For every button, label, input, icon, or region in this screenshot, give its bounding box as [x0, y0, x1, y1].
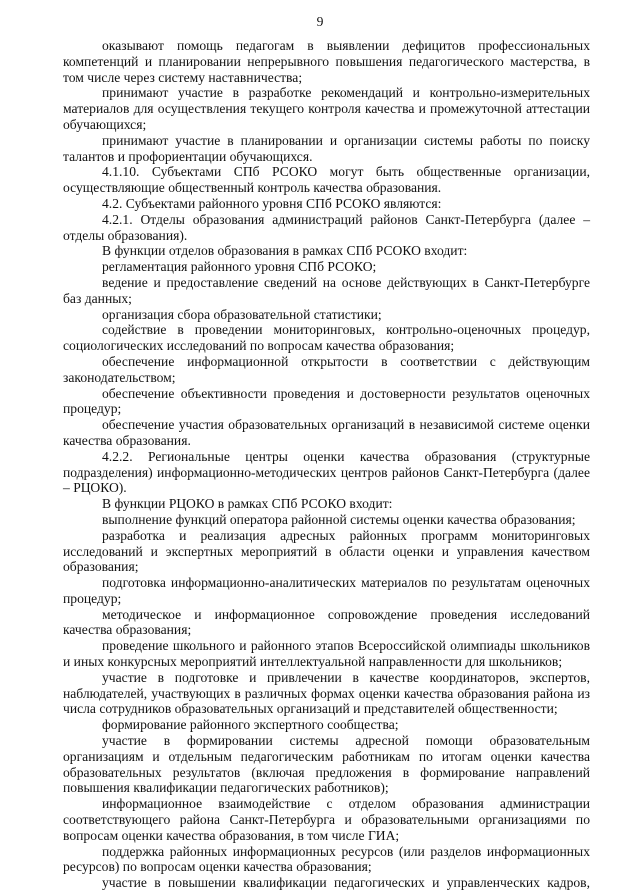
paragraph: поддержка районных информационных ресурсов (или разделов информационных ресурсов) по вопросам оценки качества образования;	[63, 843, 590, 875]
paragraph: методическое и информационное сопровождение проведения исследований качества образования;	[63, 606, 590, 638]
paragraph: 4.2.2. Региональные центры оценки качества образования (структурные подразделения) информационно-методических центров районов Санкт-Петербурга (далее – РЦОКО).	[63, 448, 590, 496]
paragraph: содействие в проведении мониторинговых, контрольно-оценочных процедур, социологических исследований по вопросам качества образования;	[63, 322, 590, 354]
paragraph: формирование районного экспертного сообщества;	[102, 717, 399, 733]
paragraph: 4.1.10. Субъектами СПб РСОКО могут быть общественные организации, осуществляющие общественный контроль качества образования.	[63, 164, 590, 196]
paragraph: обеспечение участия образовательных организаций в независимой системе оценки качества образования.	[63, 417, 590, 448]
paragraph: В функции отделов образования в рамках СПб РСОКО входит:	[102, 243, 468, 259]
paragraph: участие в формировании системы адресной помощи образовательным организациям и отдельным педагогическим работникам по итогам оценки качества образовательных результатов (включая предложения в формирование направлений повышения квалификации педагогических работников);	[63, 733, 590, 796]
paragraph: обеспечение информационной открытости в соответствии с действующим законодательством;	[63, 353, 590, 385]
paragraph: регламентация районного уровня СПб РСОКО;	[102, 259, 377, 275]
paragraph: проведение школьного и районного этапов Всероссийской олимпиады школьников и иных конкурсных мероприятий интеллектуальной направленности для школьников;	[63, 638, 590, 670]
paragraph: разработка и реализация адресных районных программ мониторинговых исследований и экспертных мероприятий в области оценки и управления качеством образования;	[63, 527, 590, 575]
paragraph: организация сбора образовательной статистики;	[102, 306, 382, 322]
paragraph: 4.2. Субъектами районного уровня СПб РСОКО являются:	[102, 195, 442, 211]
page-number: 9	[316, 14, 324, 29]
paragraph: принимают участие в планировании и организации системы работы по поиску талантов и профориентации обучающихся.	[63, 132, 590, 164]
paragraph: подготовка информационно-аналитических материалов по результатам оценочных процедур;	[63, 575, 590, 606]
paragraph: информационное взаимодействие с отделом образования администрации соответствующего района Санкт-Петербурга и образовательными организациями по вопросам оценки качества образования, в том числе ГИА;	[63, 796, 590, 843]
paragraph: В функции РЦОКО в рамках СПб РСОКО входит:	[102, 496, 393, 512]
paragraph: оказывают помощь педагогам в выявлении дефицитов профессиональных компетенций и планировании непрерывного повышения педагогического мастерства, в том числе через систему наставничества;	[63, 38, 590, 85]
paragraph: обеспечение объективности проведения и достоверности результатов оценочных процедур;	[63, 385, 590, 417]
paragraph: принимают участие в разработке рекомендаций и контрольно-измерительных материалов для осуществления текущего контроля качества и промежуточной аттестации обучающихся;	[63, 85, 590, 132]
paragraph: участие в подготовке и привлечении в качестве координаторов, экспертов, наблюдателей, участвующих в различных формах оценки качества образования района из числа сотрудников образовательных организаций и представителей общественности;	[63, 669, 590, 717]
paragraph: ведение и предоставление сведений на основе действующих в Санкт-Петербурге баз данных;	[63, 274, 590, 306]
paragraph: 4.2.1. Отделы образования администраций районов Санкт-Петербурга (далее – отделы образования).	[63, 211, 590, 243]
document-body	[63, 38, 590, 891]
paragraph: выполнение функций оператора районной системы оценки качества образования;	[102, 511, 576, 527]
paragraph: участие в повышении квалификации педагогических и управленческих кадров,	[102, 875, 590, 891]
